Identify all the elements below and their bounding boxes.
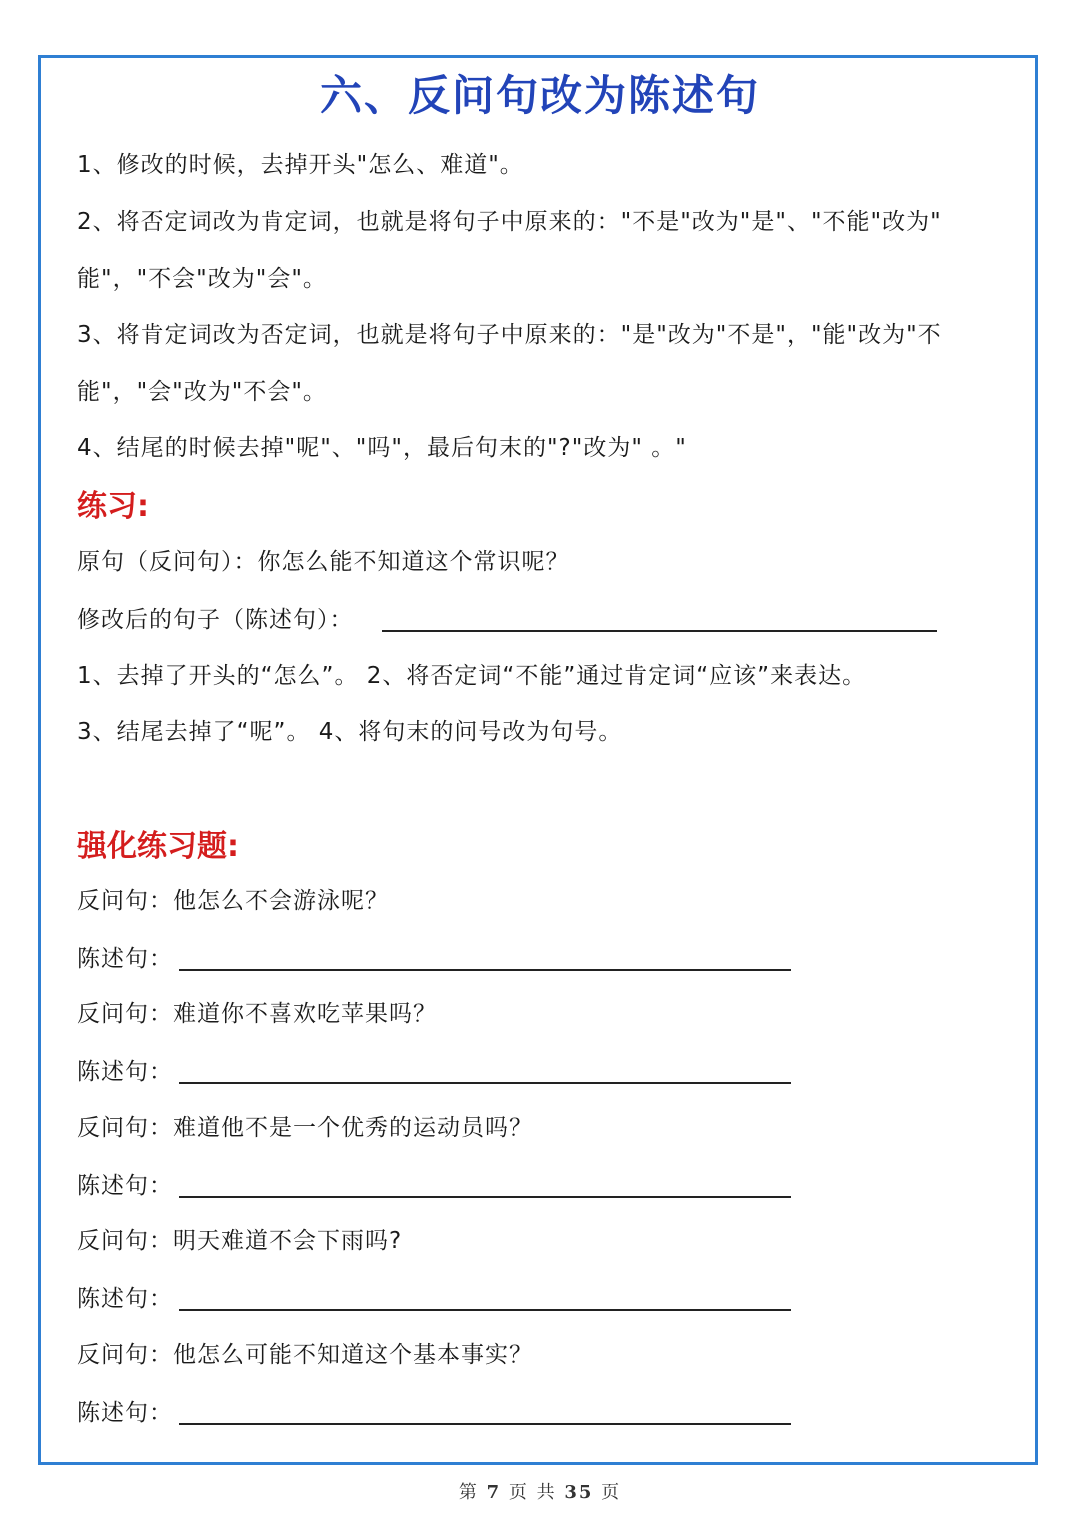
rule-2-line-2: 能"，"不会"改为"会"。	[77, 266, 327, 292]
page-footer	[0, 1478, 1080, 1504]
exercise-question-1: 反问句：他怎么不会游泳呢？	[77, 888, 389, 914]
footer-page-number: 7	[486, 1482, 502, 1503]
exercises-heading: 强化练习题:	[77, 829, 239, 864]
practice-notes-2: 3、结尾去掉了“呢”。 4、将句末的问号改为句号。	[77, 719, 623, 745]
exercise-question-3: 反问句：难道他不是一个优秀的运动员吗？	[77, 1115, 533, 1141]
exercise-answer-blank-1[interactable]	[179, 969, 791, 971]
footer-prefix: 第	[458, 1482, 479, 1503]
practice-answer-blank[interactable]	[382, 630, 937, 632]
practice-original-sentence: 原句（反问句）：你怎么能不知道这个常识呢？	[77, 549, 570, 575]
exercise-question-5: 反问句：他怎么可能不知道这个基本事实？	[77, 1342, 533, 1368]
page-title: 六、反问句改为陈述句	[319, 71, 760, 120]
exercise-answer-blank-3[interactable]	[179, 1196, 791, 1198]
exercise-answer-blank-2[interactable]	[179, 1082, 791, 1084]
footer-suffix: 页	[601, 1482, 622, 1503]
footer-total-pages: 35	[564, 1482, 594, 1503]
exercise-answer-label-1: 陈述句：	[77, 946, 173, 972]
rule-1: 1、修改的时候，去掉开头"怎么、难道"。	[77, 152, 524, 178]
exercise-answer-blank-4[interactable]	[179, 1309, 791, 1311]
rule-4: 4、结尾的时候去掉"呢"、"吗"，最后句末的"?"改为" 。"	[77, 435, 687, 461]
exercise-question-2: 反问句：难道你不喜欢吃苹果吗？	[77, 1001, 437, 1027]
exercise-answer-label-4: 陈述句：	[77, 1286, 173, 1312]
rule-3-line-2: 能"，"会"改为"不会"。	[77, 379, 327, 405]
exercise-question-4: 反问句：明天难道不会下雨吗?	[77, 1228, 403, 1254]
footer-middle: 页 共	[508, 1482, 557, 1503]
practice-revised-label: 修改后的句子（陈述句）：	[77, 607, 354, 633]
practice-heading: 练习:	[77, 489, 149, 524]
exercise-answer-label-5: 陈述句：	[77, 1400, 173, 1426]
exercise-answer-label-3: 陈述句：	[77, 1173, 173, 1199]
exercise-answer-label-2: 陈述句：	[77, 1059, 173, 1085]
practice-notes-1: 1、去掉了开头的“怎么”。 2、将否定词“不能”通过肯定词“应该”来表达。	[77, 663, 867, 689]
rule-2-line-1: 2、将否定词改为肯定词，也就是将句子中原来的："不是"改为"是"、"不能"改为"	[77, 209, 942, 235]
rule-3-line-1: 3、将肯定词改为否定词，也就是将句子中原来的："是"改为"不是"，"能"改为"不	[77, 322, 942, 348]
exercise-answer-blank-5[interactable]	[179, 1423, 791, 1425]
